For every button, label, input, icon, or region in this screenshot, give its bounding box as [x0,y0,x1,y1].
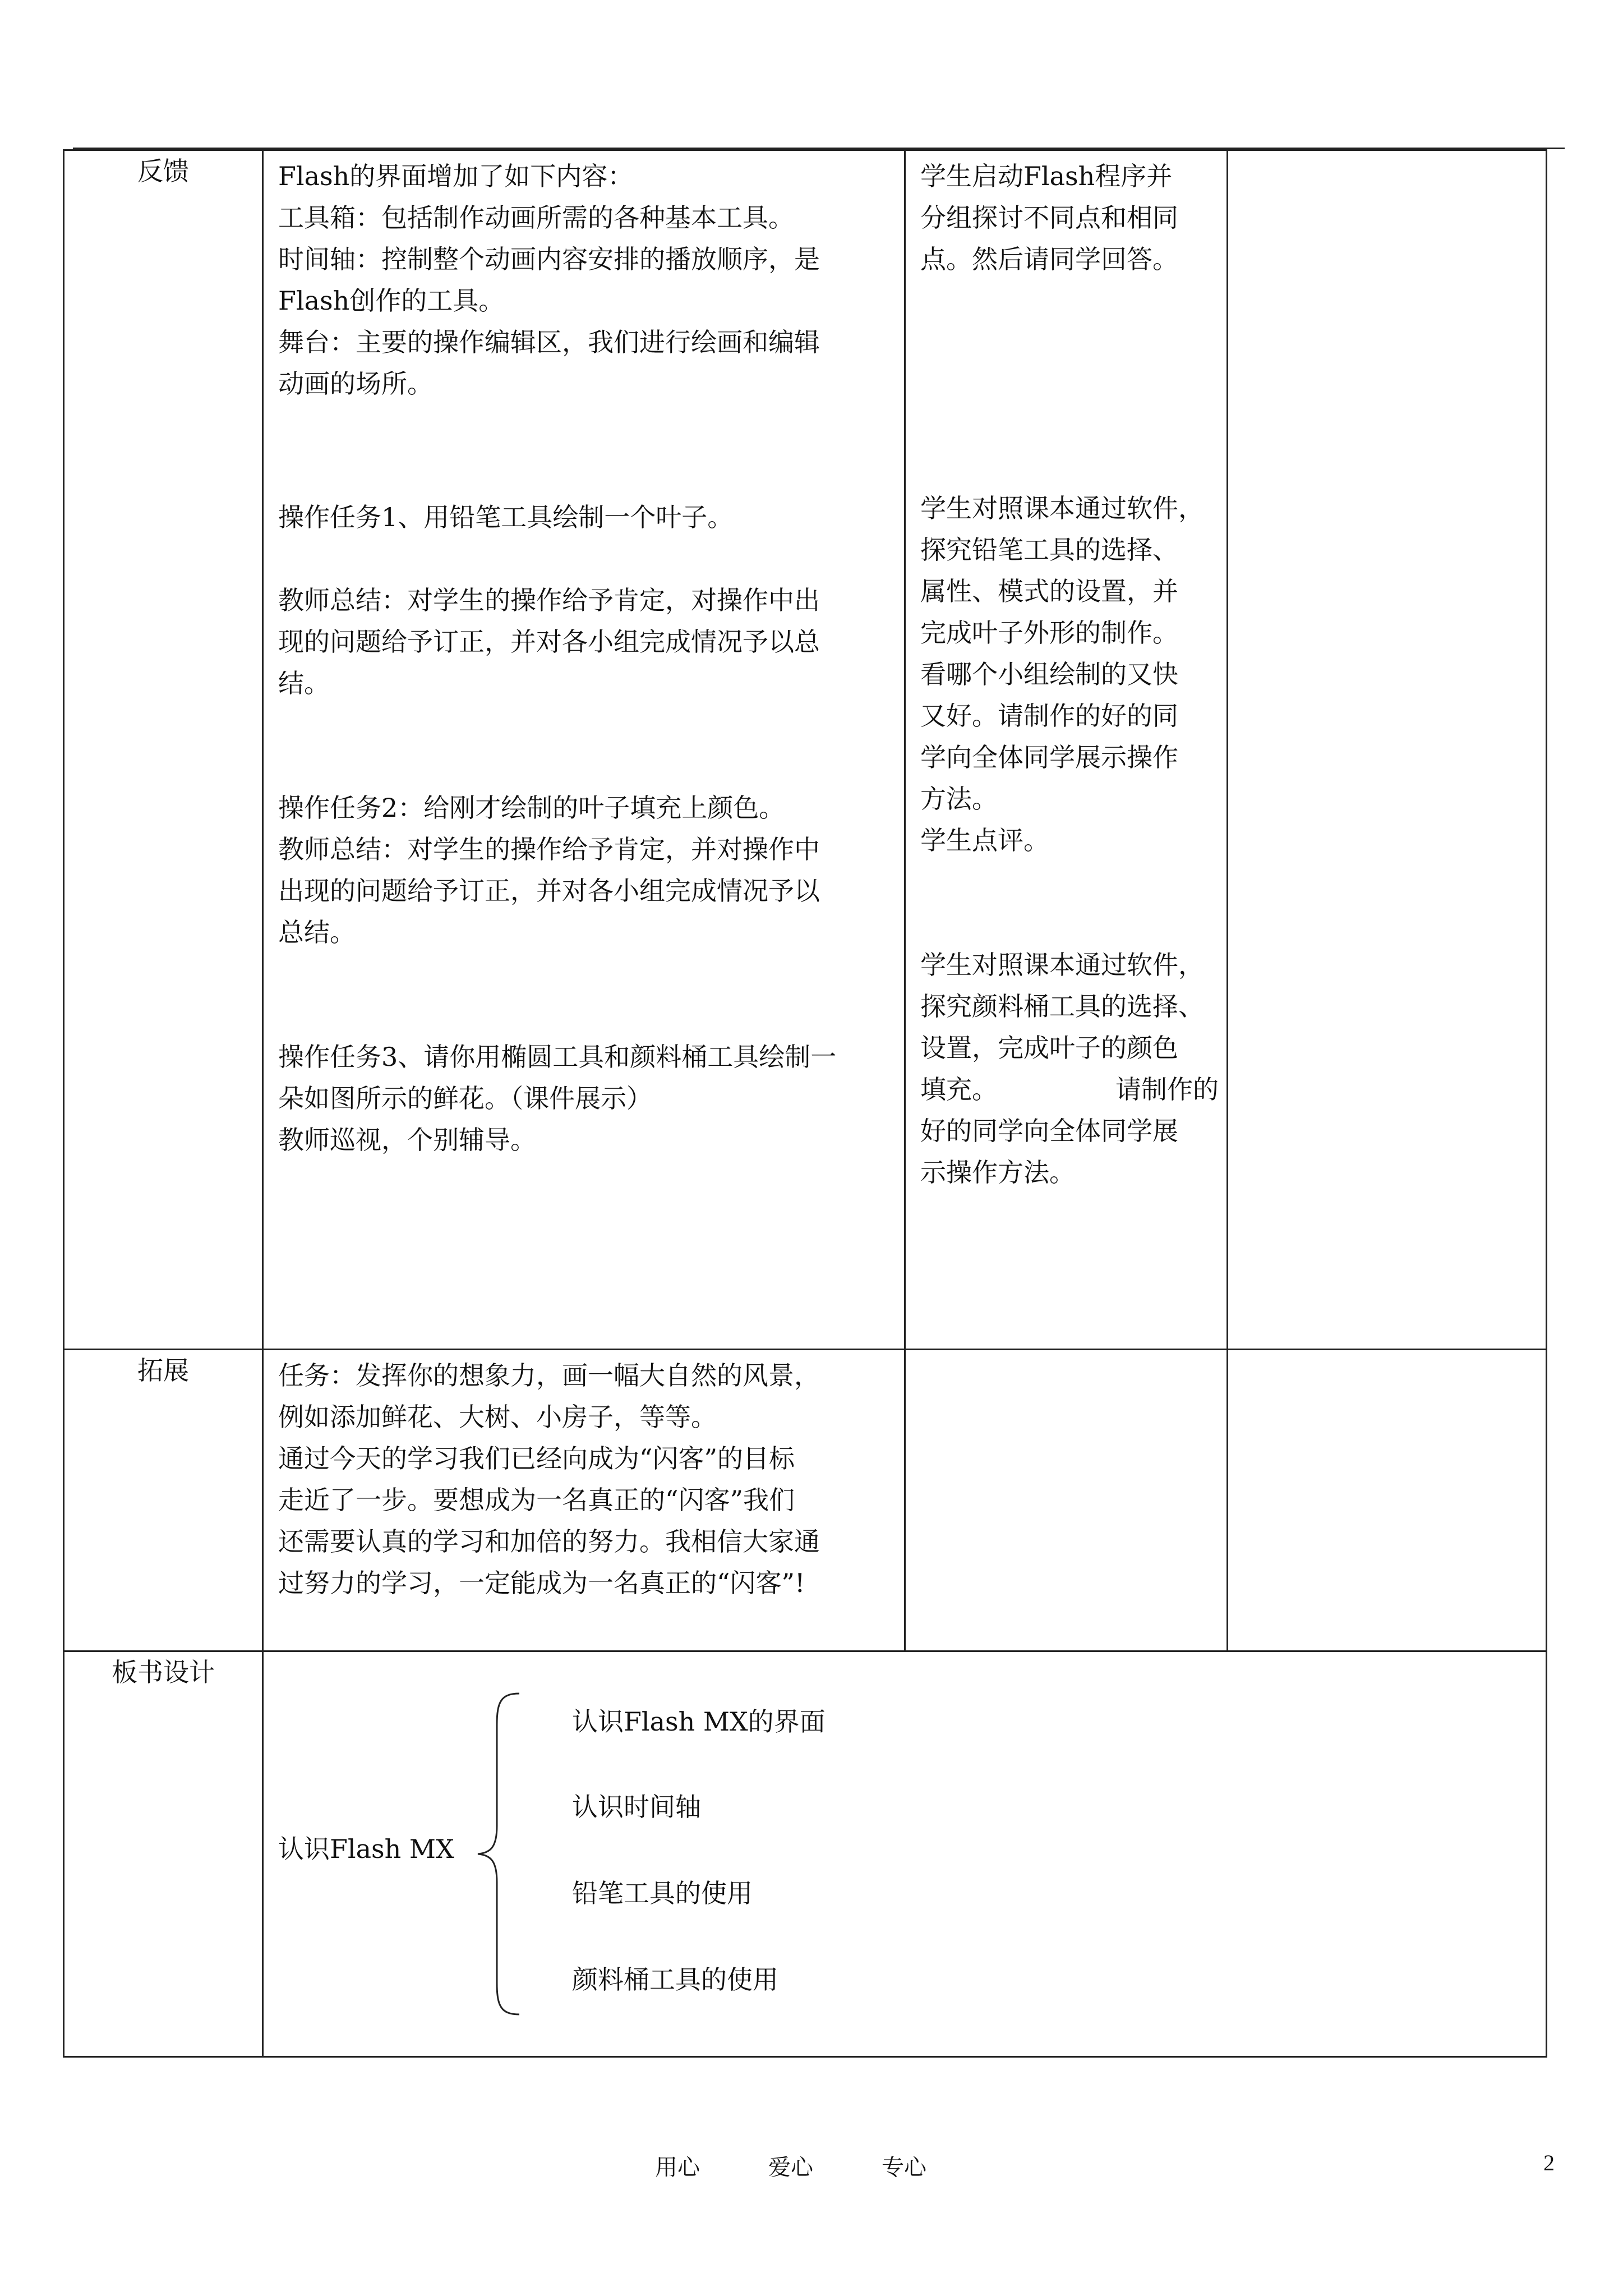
curly-brace-icon [474,1691,525,2017]
text-line: 完成叶子外形的制作。 [920,618,1178,648]
text-line: 出现的问题给予订正，并对各小组完成情况予以 [278,876,820,906]
footer-word: 专心 [882,2155,926,2180]
text-line: 探究铅笔工具的选择、 [920,535,1178,565]
board-main-topic: 认识Flash MX [278,1834,454,1864]
feedback-row [64,150,1547,1350]
text-line: 过努力的学习，一定能成为一名真正的“闪客”! [278,1568,805,1598]
board-item: 认识Flash MX的界面 [572,1706,826,1737]
text-line: Flash创作的工具。 [278,286,505,316]
text-line: 教师总结：对学生的操作给予肯定，对操作中出 [278,585,820,615]
text-line: 任务：发挥你的想象力，画一幅大自然的风景， [278,1360,820,1391]
text-line: 还需要认真的学习和加倍的努力。我相信大家通 [278,1526,820,1557]
text-line: 看哪个小组绘制的又快 [920,659,1178,689]
board-row [64,1651,1547,2057]
board-label: 板书设计 [64,1651,263,2057]
task-3: 操作任务3、请你用椭圆工具和颜料桶工具绘制一 [278,1042,837,1072]
lesson-plan-table [63,149,1547,2058]
text-line: 例如添加鲜花、大树、小房子，等等。 [278,1402,717,1432]
text-line: 探究颜料桶工具的选择、 [920,991,1204,1022]
text-line: 学生对照课本通过软件， [920,493,1204,523]
text-fragment: 请制作的 [1115,1074,1219,1105]
text-line: 舞台：主要的操作编辑区，我们进行绘画和编辑 [278,327,820,357]
footer-word: 用心 [655,2155,700,2180]
feedback-teacher-cell [263,150,905,1350]
text-line: 时间轴：控制整个动画内容安排的播放顺序，是 [278,244,820,274]
text-line: 学生启动Flash程序并 [920,161,1173,191]
text-line: 属性、模式的设置，并 [920,576,1178,606]
text-line: 现的问题给予订正，并对各小组完成情况予以总 [278,627,820,657]
task-1: 操作任务1、用铅笔工具绘制一个叶子。 [278,502,734,532]
text-line: 学向全体同学展示操作 [920,742,1178,772]
text-line: 示操作方法。 [920,1157,1075,1188]
feedback-student-cell [905,150,1228,1350]
text-line: 教师巡视，个别辅导。 [278,1125,536,1155]
feedback-label: 反馈 [64,150,263,1350]
text-line: 好的同学向全体同学展 [920,1116,1178,1146]
board-item: 颜料桶工具的使用 [572,1964,778,1995]
text-line: 方法。 [920,784,998,814]
text-line: 分组探讨不同点和相同 [920,203,1178,233]
extension-notes-cell [1228,1350,1547,1651]
text-line: 总结。 [278,917,356,947]
board-content-cell [263,1651,1547,2057]
extension-content-cell [263,1350,905,1651]
extension-row [64,1350,1547,1651]
footer-word: 爱心 [768,2155,813,2180]
text-line: 走近了一步。要想成为一名真正的“闪客”我们 [278,1485,795,1515]
text-line: 动画的场所。 [278,369,433,399]
task-2: 操作任务2：给刚才绘制的叶子填充上颜色。 [278,793,785,823]
board-item: 铅笔工具的使用 [572,1878,753,1908]
text-fragment: 填充。 [920,1074,998,1105]
text-line: 又好。请制作的好的同 [920,701,1178,731]
text-line: 朵如图所示的鲜花。（课件展示） [278,1083,652,1114]
text-line: 点。然后请同学回答。 [920,244,1178,274]
text-line: Flash的界面增加了如下内容： [278,161,634,191]
extension-student-cell [905,1350,1228,1651]
text-line: 结。 [278,668,330,698]
text-line: 学生点评。 [920,825,1049,855]
text-line [920,1069,1219,1110]
text-line: 通过今天的学习我们已经向成为“闪客”的目标 [278,1443,795,1474]
page-number: 2 [1543,2150,1555,2175]
board-item: 认识时间轴 [572,1792,701,1822]
text-line: 设置，完成叶子的颜色 [920,1033,1178,1063]
text-line: 工具箱：包括制作动画所需的各种基本工具。 [278,203,794,233]
feedback-notes-cell [1228,150,1547,1350]
text-line: 学生对照课本通过软件， [920,950,1204,980]
extension-label: 拓展 [64,1350,263,1651]
text-line: 教师总结：对学生的操作给予肯定，并对操作中 [278,834,820,864]
